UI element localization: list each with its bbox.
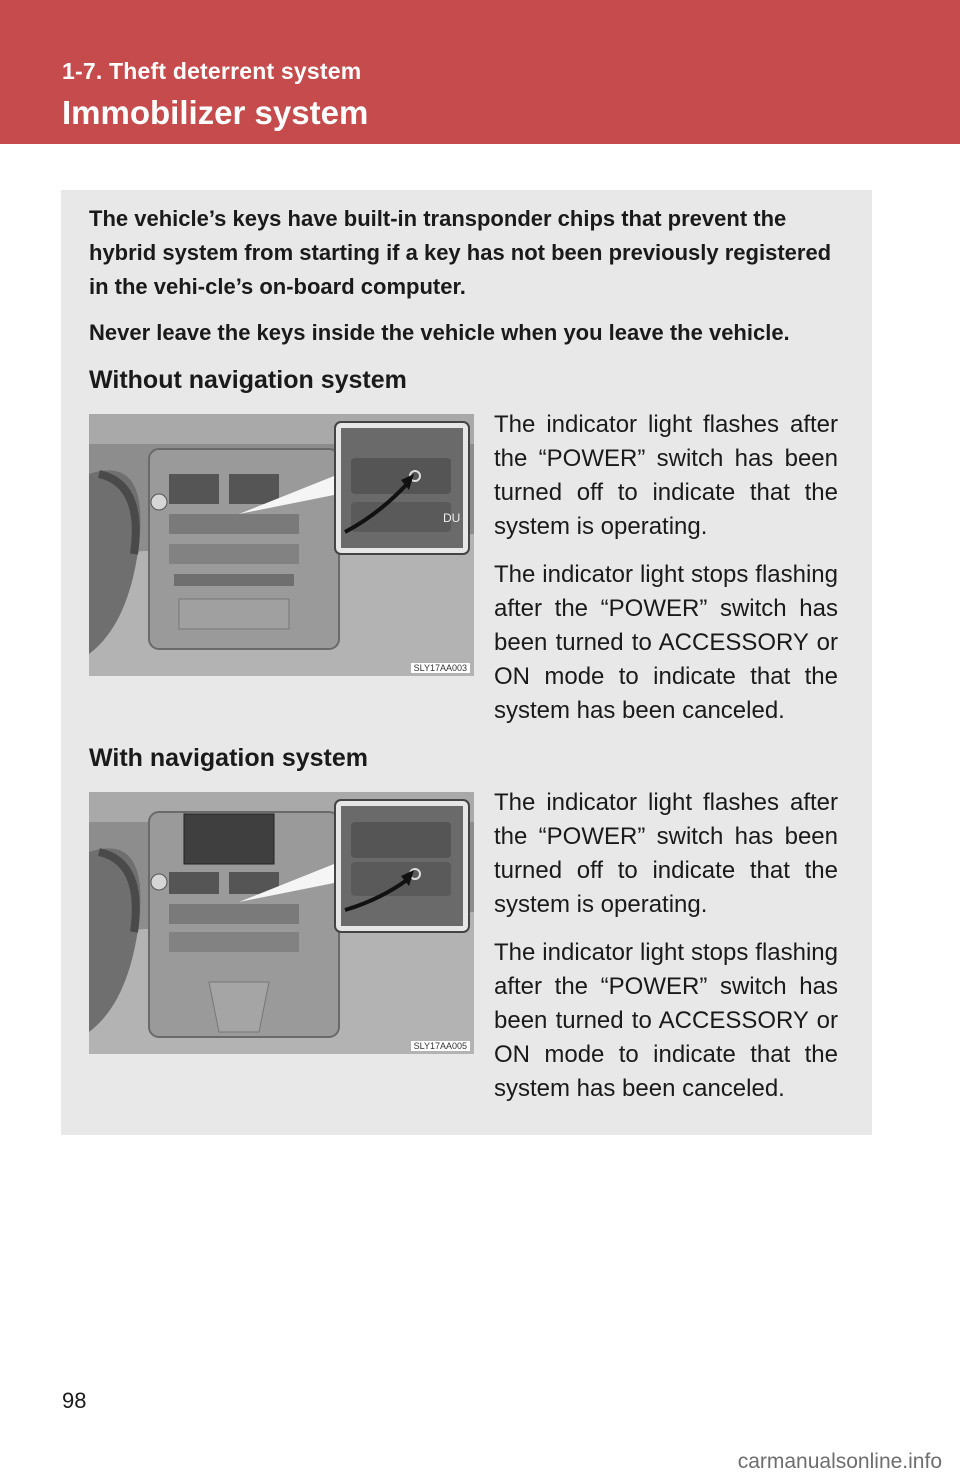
section-label: 1-7. Theft deterrent system [62,58,362,84]
description-stops-without-navigation: The indicator light stops flashing after the “POWER” switch has been turned to ACCESSORY or ON mode to indicate that the system has been canceled. [494,561,838,724]
panel-label-du: DU [443,511,461,525]
watermark: carmanualsonline.info [737,1450,942,1473]
subheading-without-navigation: Without navigation system [89,366,407,394]
description-flashing-with-navigation: The indicator light flashes after the “POWER” switch has been turned off to indicate that the system is operating. [494,789,838,918]
image-code: SLY17AA003 [411,663,470,673]
warning-text: Never leave the keys inside the vehicle when you leave the vehicle. [89,320,790,345]
intro-text: The vehicle’s keys have built-in transponder chips that prevent the hybrid system from starting if a key has not been previously registered in the vehi-cle’s on-board computer. [89,206,832,299]
dashboard-with-navigation-image [89,792,474,1054]
page-header [0,0,960,144]
dashboard-without-navigation-image [89,414,474,676]
page-title: Immobilizer system [62,94,369,131]
page-number: 98 [62,1388,87,1413]
dashboard-illustration-with-navigation [89,792,474,1054]
subheading-with-navigation: With navigation system [89,744,368,772]
image-code: SLY17AA005 [411,1041,470,1051]
dashboard-illustration-without-navigation [89,414,474,676]
description-flashing-without-navigation: The indicator light flashes after the “POWER” switch has been turned off to indicate that the system is operating. [494,411,838,540]
description-stops-with-navigation: The indicator light stops flashing after the “POWER” switch has been turned to ACCESSORY or ON mode to indicate that the system has been canceled. [494,939,838,1102]
